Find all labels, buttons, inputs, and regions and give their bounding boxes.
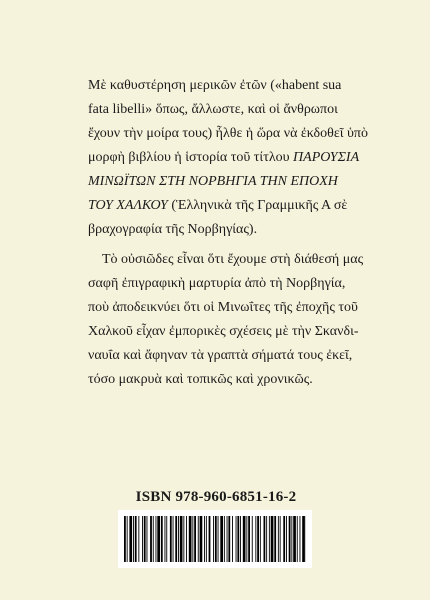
barcode-bar [165, 516, 166, 562]
blurb-text [88, 74, 368, 392]
barcode-bar [278, 516, 279, 562]
book-title-line: ΜΙΝΩΪΤΩΝ ΣΤΗ ΝΟΡΒΗΓΙΑ ΤΗΝ ΕΠΟΧΗ [88, 174, 338, 189]
barcode-bar [300, 516, 301, 562]
paragraph-1 [88, 74, 368, 242]
isbn-label: ISBN 978-960-6851-16-2 [135, 489, 297, 505]
barcode-bar [206, 516, 207, 562]
text-line: ποὺ ἀποδεικνύει ὅτι οἱ Μινωΐτες τῆς ἐποχῆς τοῦ [88, 300, 358, 315]
barcode-bar [156, 516, 157, 562]
barcode-bar [215, 516, 217, 562]
barcode-bar [248, 516, 250, 562]
barcode-bar [232, 516, 233, 562]
barcode-icon [124, 516, 306, 562]
barcode-bar [147, 516, 148, 562]
barcode-bar [255, 516, 256, 562]
barcode-bar [289, 516, 291, 562]
barcode-bar [269, 516, 270, 562]
barcode-bar [224, 516, 225, 562]
text-line: Χαλκοῦ εἶχαν ἐμπορικὲς σχέσεις μὲ τὴν Σκανδι- [88, 324, 359, 339]
barcode-bar [144, 516, 146, 562]
barcode-bar [243, 516, 246, 562]
barcode-bar [257, 516, 259, 562]
barcode-bar [173, 516, 174, 562]
barcode-bar [135, 516, 137, 562]
barcode-bar [129, 516, 132, 562]
barcode-bar [192, 516, 193, 562]
text-line: fata libelli» ὅπως, ἄλλωστε, καὶ οἱ ἄνθρωποι [88, 102, 338, 117]
barcode-bar [209, 516, 211, 562]
barcode-bar [194, 516, 196, 562]
text-line [88, 146, 360, 170]
text-line [88, 194, 352, 218]
barcode-bar [138, 516, 139, 562]
text-line: Τὸ οὐσιῶδες εἶναι ὅτι ἔχουμε στὴ διάθεσή μας [102, 252, 364, 267]
barcode-bar [180, 516, 183, 562]
barcode-bar [252, 516, 253, 562]
book-title-part: ΠΑΡΟΥΣΙΑ [293, 150, 360, 165]
barcode-bar [200, 516, 203, 562]
barcode-bar [186, 516, 187, 562]
text-segment: (Ἑλληνικὰ τῆς Γραμμικῆς Α σὲ [171, 198, 348, 213]
barcode-area [118, 510, 312, 568]
barcode-bar [213, 516, 214, 562]
text-line: ναυΐα καὶ ἄφηναν τὰ γραπτὰ σήματά τους ἐκεῖ, [88, 348, 353, 363]
text-segment: μορφὴ βιβλίου ἡ ἱστορία τοῦ τίτλου [88, 150, 290, 165]
barcode-bar [291, 516, 292, 562]
book-title-part: ΤΟΥ ΧΑΛΚΟΥ [88, 198, 168, 213]
barcode-bar [198, 516, 199, 562]
barcode-bar [150, 516, 152, 562]
barcode-bar [170, 516, 172, 562]
barcode-bar [220, 516, 223, 562]
barcode-bar [161, 516, 163, 562]
barcode-bar [189, 516, 192, 562]
barcode-bar [157, 516, 160, 562]
barcode-bar [204, 516, 205, 562]
barcode-bar [218, 516, 219, 562]
barcode-bar [266, 516, 267, 562]
paragraph-2 [88, 248, 364, 392]
barcode-bar [297, 516, 298, 562]
barcode-bar [293, 516, 296, 562]
barcode-bar [124, 516, 126, 562]
barcode-bar [166, 516, 167, 562]
barcode-bar [246, 516, 247, 562]
barcode-bar [286, 516, 287, 562]
barcode-bar [153, 516, 154, 562]
text-line: βραχογραφία τῆς Νορβηγίας). [88, 222, 258, 237]
barcode-bar [237, 516, 239, 562]
barcode-bar [127, 516, 128, 562]
barcode-bar [280, 516, 281, 562]
text-line: ἔχουν τὴν μοίρα τους) ἦλθε ἡ ὥρα νὰ ἐκδοθεῖ ὑπὸ [88, 126, 368, 141]
barcode-bar [175, 516, 177, 562]
barcode-bar [302, 516, 305, 562]
barcode-bar [271, 516, 274, 562]
barcode-bar [228, 516, 230, 562]
text-line: τόσο μακρυὰ καὶ τοπικῶς καὶ χρονικῶς. [88, 372, 313, 387]
barcode-bar [283, 516, 285, 562]
barcode-bar [183, 516, 184, 562]
barcode-bar [178, 516, 179, 562]
barcode-bar [260, 516, 261, 562]
barcode-bar [274, 516, 276, 562]
barcode-bar [240, 516, 241, 562]
barcode-bar [133, 516, 134, 562]
barcode-bar [264, 516, 266, 562]
barcode-bar [236, 516, 237, 562]
text-line: σαφῆ ἐπιγραφικὴ μαρτυρία ἀπὸ τὴ Νορβηγία, [88, 276, 346, 291]
barcode-bar [227, 516, 228, 562]
barcode-bar [142, 516, 143, 562]
text-line: Μὲ καθυστέρηση μερικῶν ἐτῶν («habent sua [88, 78, 342, 93]
